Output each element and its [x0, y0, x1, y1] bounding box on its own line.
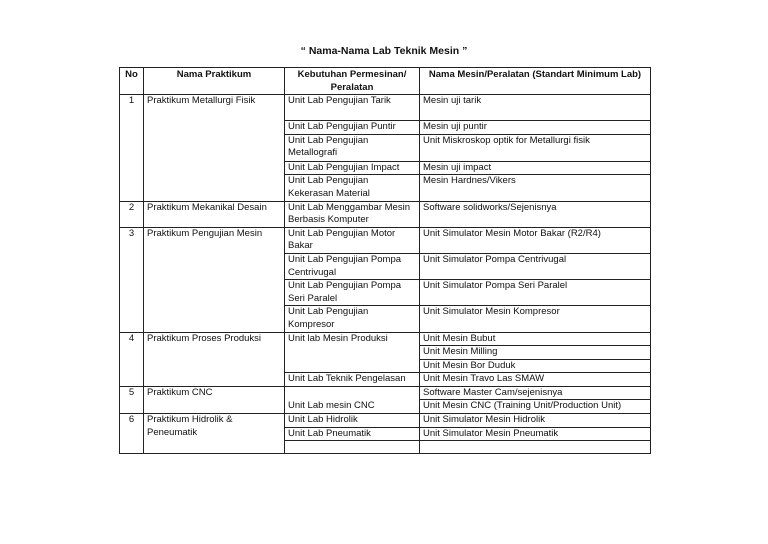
- row-no: 3: [120, 227, 144, 332]
- unit-cell: Unit lab Mesin Produksi: [285, 332, 420, 373]
- unit-label: Unit Lab mesin CNC: [288, 400, 375, 412]
- unit-cell: Unit Lab Pengujian Metallografi: [285, 134, 420, 161]
- table-row: [120, 95, 651, 121]
- mesin-cell: Software solidworks/Sejenisnya: [420, 201, 651, 227]
- unit-cell: Unit Lab Pengujian Kekerasan Material: [285, 175, 420, 201]
- mesin-cell: Unit Miskroskop optik for Metallurgi fisik: [420, 134, 651, 161]
- row-no: 4: [120, 332, 144, 386]
- table-row: [120, 386, 651, 400]
- table-row: [120, 227, 651, 253]
- mesin-cell: Unit Simulator Mesin Pneumatik: [420, 427, 651, 441]
- mesin-cell: Unit Mesin CNC (Training Unit/Production Unit): [420, 400, 651, 414]
- mesin-cell: Unit Mesin Bor Duduk: [420, 359, 651, 373]
- row-no: 6: [120, 414, 144, 454]
- lab-table: [119, 67, 651, 454]
- mesin-cell: Unit Simulator Mesin Hidrolik: [420, 414, 651, 428]
- unit-cell: [285, 386, 420, 413]
- mesin-cell: Unit Mesin Milling: [420, 346, 651, 360]
- mesin-cell: Unit Mesin Bubut: [420, 332, 651, 346]
- table-row: [120, 201, 651, 227]
- unit-cell: Unit Lab Pengujian Kompresor: [285, 306, 420, 332]
- table-header-row: [120, 68, 651, 95]
- unit-cell: Unit Lab Pneumatik: [285, 427, 420, 441]
- row-no: 5: [120, 386, 144, 413]
- mesin-cell: Unit Simulator Mesin Motor Bakar (R2/R4): [420, 227, 651, 253]
- mesin-cell: Mesin uji impact: [420, 161, 651, 175]
- header-mesin: Nama Mesin/Peralatan (Standart Minimum Lab): [420, 68, 651, 95]
- mesin-cell: Software Master Cam/sejenisnya: [420, 386, 651, 400]
- mesin-cell: Unit Mesin Travo Las SMAW: [420, 373, 651, 387]
- unit-cell: Unit Lab Pengujian Tarik: [285, 95, 420, 121]
- praktikum-name: Praktikum Mekanikal Desain: [144, 201, 285, 227]
- empty-cell: [420, 441, 651, 454]
- header-no: No: [120, 68, 144, 95]
- row-no: 2: [120, 201, 144, 227]
- unit-cell: Unit Lab Pengujian Puntir: [285, 121, 420, 135]
- document-title: “ Nama-Nama Lab Teknik Mesin ”: [300, 45, 468, 57]
- praktikum-name: Praktikum Metallurgi Fisik: [144, 95, 285, 201]
- unit-cell: Unit Lab Teknik Pengelasan: [285, 373, 420, 387]
- mesin-cell: Mesin Hardnes/Vikers: [420, 175, 651, 201]
- unit-cell: Unit Lab Pengujian Motor Bakar: [285, 227, 420, 253]
- header-kebutuhan: Kebutuhan Permesinan/ Peralatan: [285, 68, 420, 95]
- row-no: 1: [120, 95, 144, 201]
- table-row: [120, 332, 651, 346]
- praktikum-name: Praktikum Pengujian Mesin: [144, 227, 285, 332]
- unit-cell: Unit Lab Pengujian Pompa Centrivugal: [285, 253, 420, 279]
- mesin-cell: Mesin uji puntir: [420, 121, 651, 135]
- unit-cell: Unit Lab Pengujian Pompa Seri Paralel: [285, 280, 420, 306]
- mesin-cell: Unit Simulator Pompa Seri Paralel: [420, 280, 651, 306]
- unit-cell: Unit Lab Hidrolik: [285, 414, 420, 428]
- praktikum-name: Praktikum Hidrolik & Peneumatik: [144, 414, 285, 454]
- table-row: [120, 414, 651, 428]
- header-praktikum: Nama Praktikum: [144, 68, 285, 95]
- mesin-cell: Mesin uji tarik: [420, 95, 651, 121]
- mesin-cell: Unit Simulator Mesin Kompresor: [420, 306, 651, 332]
- unit-cell: Unit Lab Pengujian Impact: [285, 161, 420, 175]
- mesin-cell: Unit Simulator Pompa Centrivugal: [420, 253, 651, 279]
- praktikum-name: Praktikum Proses Produksi: [144, 332, 285, 386]
- praktikum-name: Praktikum CNC: [144, 386, 285, 413]
- empty-cell: [285, 441, 420, 454]
- unit-cell: Unit Lab Menggambar Mesin Berbasis Komputer: [285, 201, 420, 227]
